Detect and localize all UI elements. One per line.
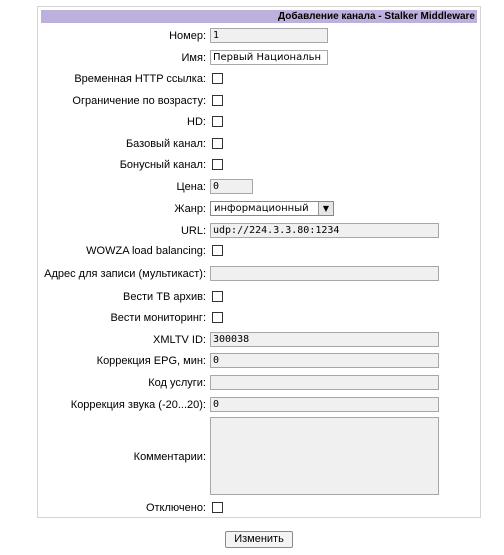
hd-label: HD: — [187, 116, 206, 128]
monitoring-checkbox[interactable] — [212, 312, 223, 323]
row-name — [38, 50, 480, 66]
url-input[interactable]: udp://224.3.3.80:1234 — [210, 223, 439, 238]
genre-label: Жанр: — [174, 203, 206, 215]
bonus-channel-label: Бонусный канал: — [119, 159, 206, 171]
tv-archive-label: Вести ТВ архив: — [123, 291, 206, 303]
row-price — [38, 179, 480, 195]
rec-address-label: Адрес для записи (мультикаст): — [44, 268, 206, 280]
row-monitoring — [38, 310, 480, 326]
channel-form-panel — [37, 6, 481, 518]
epg-correction-label: Коррекция EPG, мин: — [96, 355, 206, 367]
row-service-code — [38, 375, 480, 391]
row-comments — [38, 417, 480, 497]
row-rec-address — [38, 266, 480, 282]
price-label: Цена: — [176, 181, 206, 193]
epg-correction-input[interactable]: 0 — [210, 353, 439, 368]
number-label: Номер: — [169, 30, 206, 42]
genre-select[interactable] — [210, 201, 334, 216]
row-sound-correction — [38, 397, 480, 413]
sound-correction-input[interactable]: 0 — [210, 397, 439, 412]
row-epg-correction — [38, 353, 480, 369]
url-label: URL: — [180, 225, 206, 237]
price-input[interactable]: 0 — [210, 179, 253, 194]
chevron-down-icon[interactable]: ▼ — [318, 202, 333, 215]
name-label: Имя: — [181, 52, 206, 64]
disabled-label: Отключено: — [145, 502, 206, 514]
wowza-label: WOWZA load balancing: — [86, 245, 206, 257]
base-channel-checkbox[interactable] — [212, 138, 223, 149]
wowza-checkbox[interactable] — [212, 245, 223, 256]
age-limit-checkbox[interactable] — [212, 95, 223, 106]
monitoring-label: Вести мониторинг: — [110, 312, 206, 324]
row-genre — [38, 201, 480, 217]
submit-button[interactable]: Изменить — [225, 531, 293, 548]
row-xmltv — [38, 332, 480, 348]
tv-archive-checkbox[interactable] — [212, 291, 223, 302]
disabled-checkbox[interactable] — [212, 502, 223, 513]
form-header: Добавление канала - Stalker Middleware — [41, 10, 477, 23]
base-channel-label: Базовый канал: — [125, 138, 206, 150]
row-bonus-channel — [38, 157, 480, 173]
temp-http-checkbox[interactable] — [212, 73, 223, 84]
sound-correction-label: Коррекция звука (-20...20): — [70, 399, 206, 411]
row-wowza — [38, 243, 480, 259]
hd-checkbox[interactable] — [212, 116, 223, 127]
row-disabled — [38, 500, 480, 516]
rec-address-input[interactable] — [210, 266, 439, 281]
genre-selected-value: информационный — [214, 203, 309, 214]
row-age-limit — [38, 93, 480, 109]
xmltv-input[interactable]: 300038 — [210, 332, 439, 347]
age-limit-label: Ограничение по возрасту: — [72, 95, 206, 107]
bonus-channel-checkbox[interactable] — [212, 159, 223, 170]
name-input[interactable]: Первый Национальн — [210, 50, 328, 65]
row-number — [38, 28, 480, 44]
row-base-channel — [38, 136, 480, 152]
row-temp-http — [38, 71, 480, 87]
number-input[interactable]: 1 — [210, 28, 328, 43]
service-code-input[interactable] — [210, 375, 439, 390]
row-hd — [38, 114, 480, 130]
comments-label: Комментарии: — [133, 451, 206, 463]
temp-http-label: Временная HTTP ссылка: — [74, 73, 206, 85]
row-tv-archive — [38, 289, 480, 305]
xmltv-label: XMLTV ID: — [153, 334, 206, 346]
comments-textarea[interactable] — [210, 417, 439, 495]
service-code-label: Код услуги: — [148, 377, 206, 389]
row-url — [38, 223, 480, 239]
